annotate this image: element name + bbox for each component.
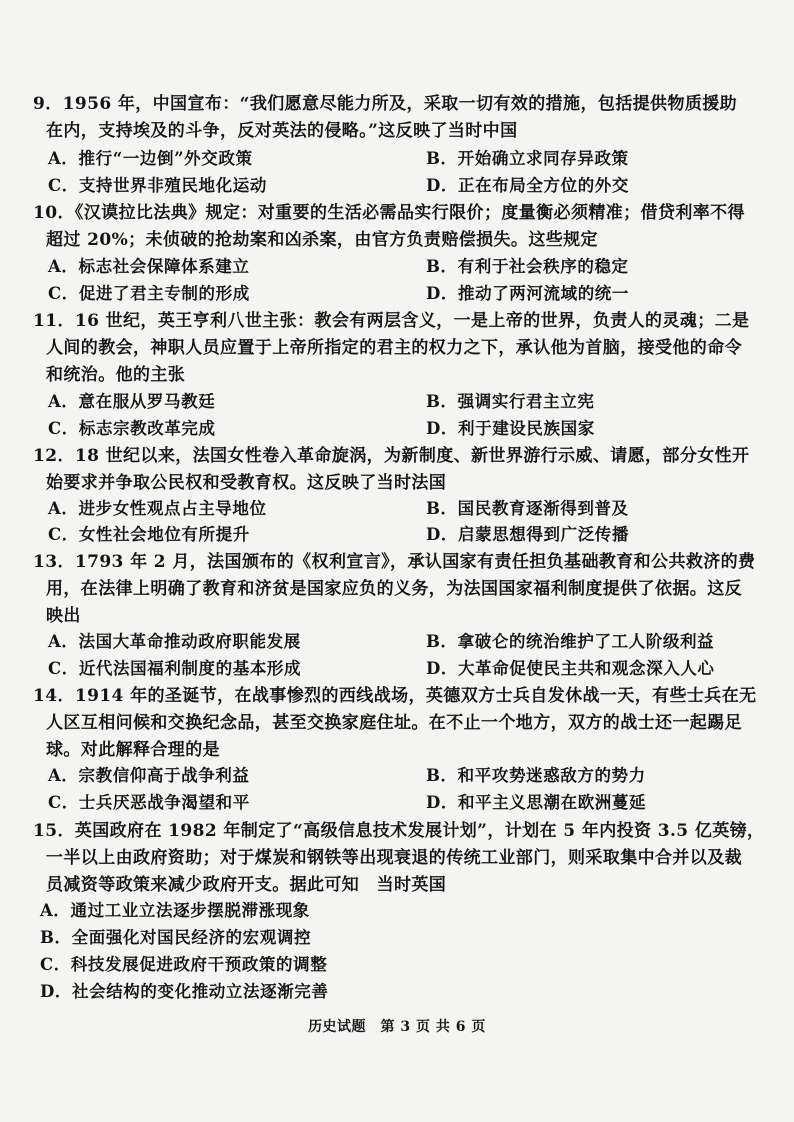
option-a: A．推行“一边倒”外交政策 — [48, 149, 253, 168]
option-c: C．标志宗教改革完成 — [48, 419, 216, 438]
option-c: C．士兵厌恶战争渴望和平 — [48, 793, 250, 812]
option-a: A．法国大革命推动政府职能发展 — [48, 632, 301, 651]
question-stem-line: 和统治。他的主张 — [46, 365, 186, 385]
question-stem-line: 映出 — [46, 606, 81, 626]
question-stem-line: 11．16 世纪，英王亨利八世主张：教会有两层含义，一是上帝的世界，负责人的灵魂；二是 — [33, 311, 750, 331]
option-c: C．促进了君主专制的形成 — [48, 284, 250, 303]
option-c: C．科技发展促进政府干预政策的调整 — [40, 955, 328, 974]
question-stem-line: 始要求并争取公民权和受教育权。这反映了当时法国 — [46, 473, 447, 493]
question-stem-line: 人间的教会，神职人员应置于上帝所指定的君主的权力之下，承认他为首脑，接受他的命令 — [46, 338, 742, 358]
option-a: A．宗教信仰高于战争利益 — [48, 766, 250, 785]
question-stem-line: 超过 20%；未侦破的抢劫案和凶杀案，由官方负责赔偿损失。这些规定 — [46, 230, 598, 250]
option-b: B．强调实行君主立宪 — [426, 392, 595, 411]
option-d: D．利于建设民族国家 — [426, 419, 595, 438]
option-a: A．标志社会保障体系建立 — [48, 257, 250, 276]
option-a: A．意在服从罗马教廷 — [48, 392, 216, 411]
question-stem-line: 一半以上由政府资助；对于煤炭和钢铁等出现衰退的传统工业部门，则采取集中合并以及裁 — [46, 848, 742, 868]
option-d: D．启蒙思想得到广泛传播 — [426, 525, 630, 544]
question-stem-line: 10．《汉谟拉比法典》规定：对重要的生活必需品实行限价；度量衡必须精准；借贷利率不得 — [33, 203, 745, 223]
question-stem-line: 15．英国政府在 1982 年制定了“高级信息技术发展计划”，计划在 5 年内投资 3.5 亿英镑， — [33, 821, 765, 841]
option-b: B．和平攻势迷惑敌方的势力 — [426, 766, 646, 785]
option-d: D．和平主义思潮在欧洲蔓延 — [426, 793, 647, 812]
option-b: B．国民教育逐渐得到普及 — [426, 499, 629, 518]
question-stem-line: 13．1793 年 2 月，法国颁布的《权利宣言》，承认国家有责任担负基础教育和公共救济的费 — [33, 552, 756, 572]
option-a: A．通过工业立法逐步摆脱滞涨现象 — [40, 901, 310, 920]
page-footer: 历史试题 第 3 页 共 6 页 — [308, 1019, 486, 1035]
option-c: C．近代法国福利制度的基本形成 — [48, 659, 302, 678]
option-b: B．开始确立求同存异政策 — [426, 149, 629, 168]
option-a: A．进步女性观点占主导地位 — [48, 499, 267, 518]
question-stem-line: 在内，支持埃及的斗争，反对英法的侵略。”这反映了当时中国 — [46, 121, 518, 141]
option-d: D．正在布局全方位的外交 — [426, 176, 630, 195]
question-stem-line: 12．18 世纪以来，法国女性卷入革命旋涡，为新制度、新世界游行示威、请愿，部分女性开 — [33, 446, 750, 466]
option-b: B．有利于社会秩序的稳定 — [426, 257, 629, 276]
option-b: B．全面强化对国民经济的宏观调控 — [40, 928, 312, 947]
question-stem-line: 用，在法律上明确了教育和济贫是国家应负的义务，为法国国家福利制度提供了依据。这反 — [46, 579, 742, 599]
option-d: D．社会结构的变化推动立法逐渐完善 — [40, 982, 329, 1001]
option-c: C．支持世界非殖民地化运动 — [48, 176, 267, 195]
option-d: D．推动了两河流域的统一 — [426, 284, 630, 303]
option-c: C．女性社会地位有所提升 — [48, 525, 250, 544]
question-stem-line: 员减资等政策来减少政府开支。据此可知 当时英国 — [46, 875, 447, 895]
question-stem-line: 14．1914 年的圣诞节，在战事惨烈的西线战场，英德双方士兵自发休战一天，有些士兵在无 — [33, 686, 757, 706]
question-stem-line: 人区互相问候和交换纪念品，甚至交换家庭住址。在不止一个地方，双方的战士还一起踢足 — [46, 713, 742, 733]
question-stem-line: 球。对此解释合理的是 — [46, 740, 220, 760]
option-b: B．拿破仑的统治维护了工人阶级利益 — [426, 632, 715, 651]
option-d: D．大革命促使民主共和观念深入人心 — [426, 659, 715, 678]
question-stem-line: 9．1956 年，中国宣布：“我们愿意尽能力所及，采取一切有效的措施，包括提供物质援助 — [33, 94, 738, 114]
